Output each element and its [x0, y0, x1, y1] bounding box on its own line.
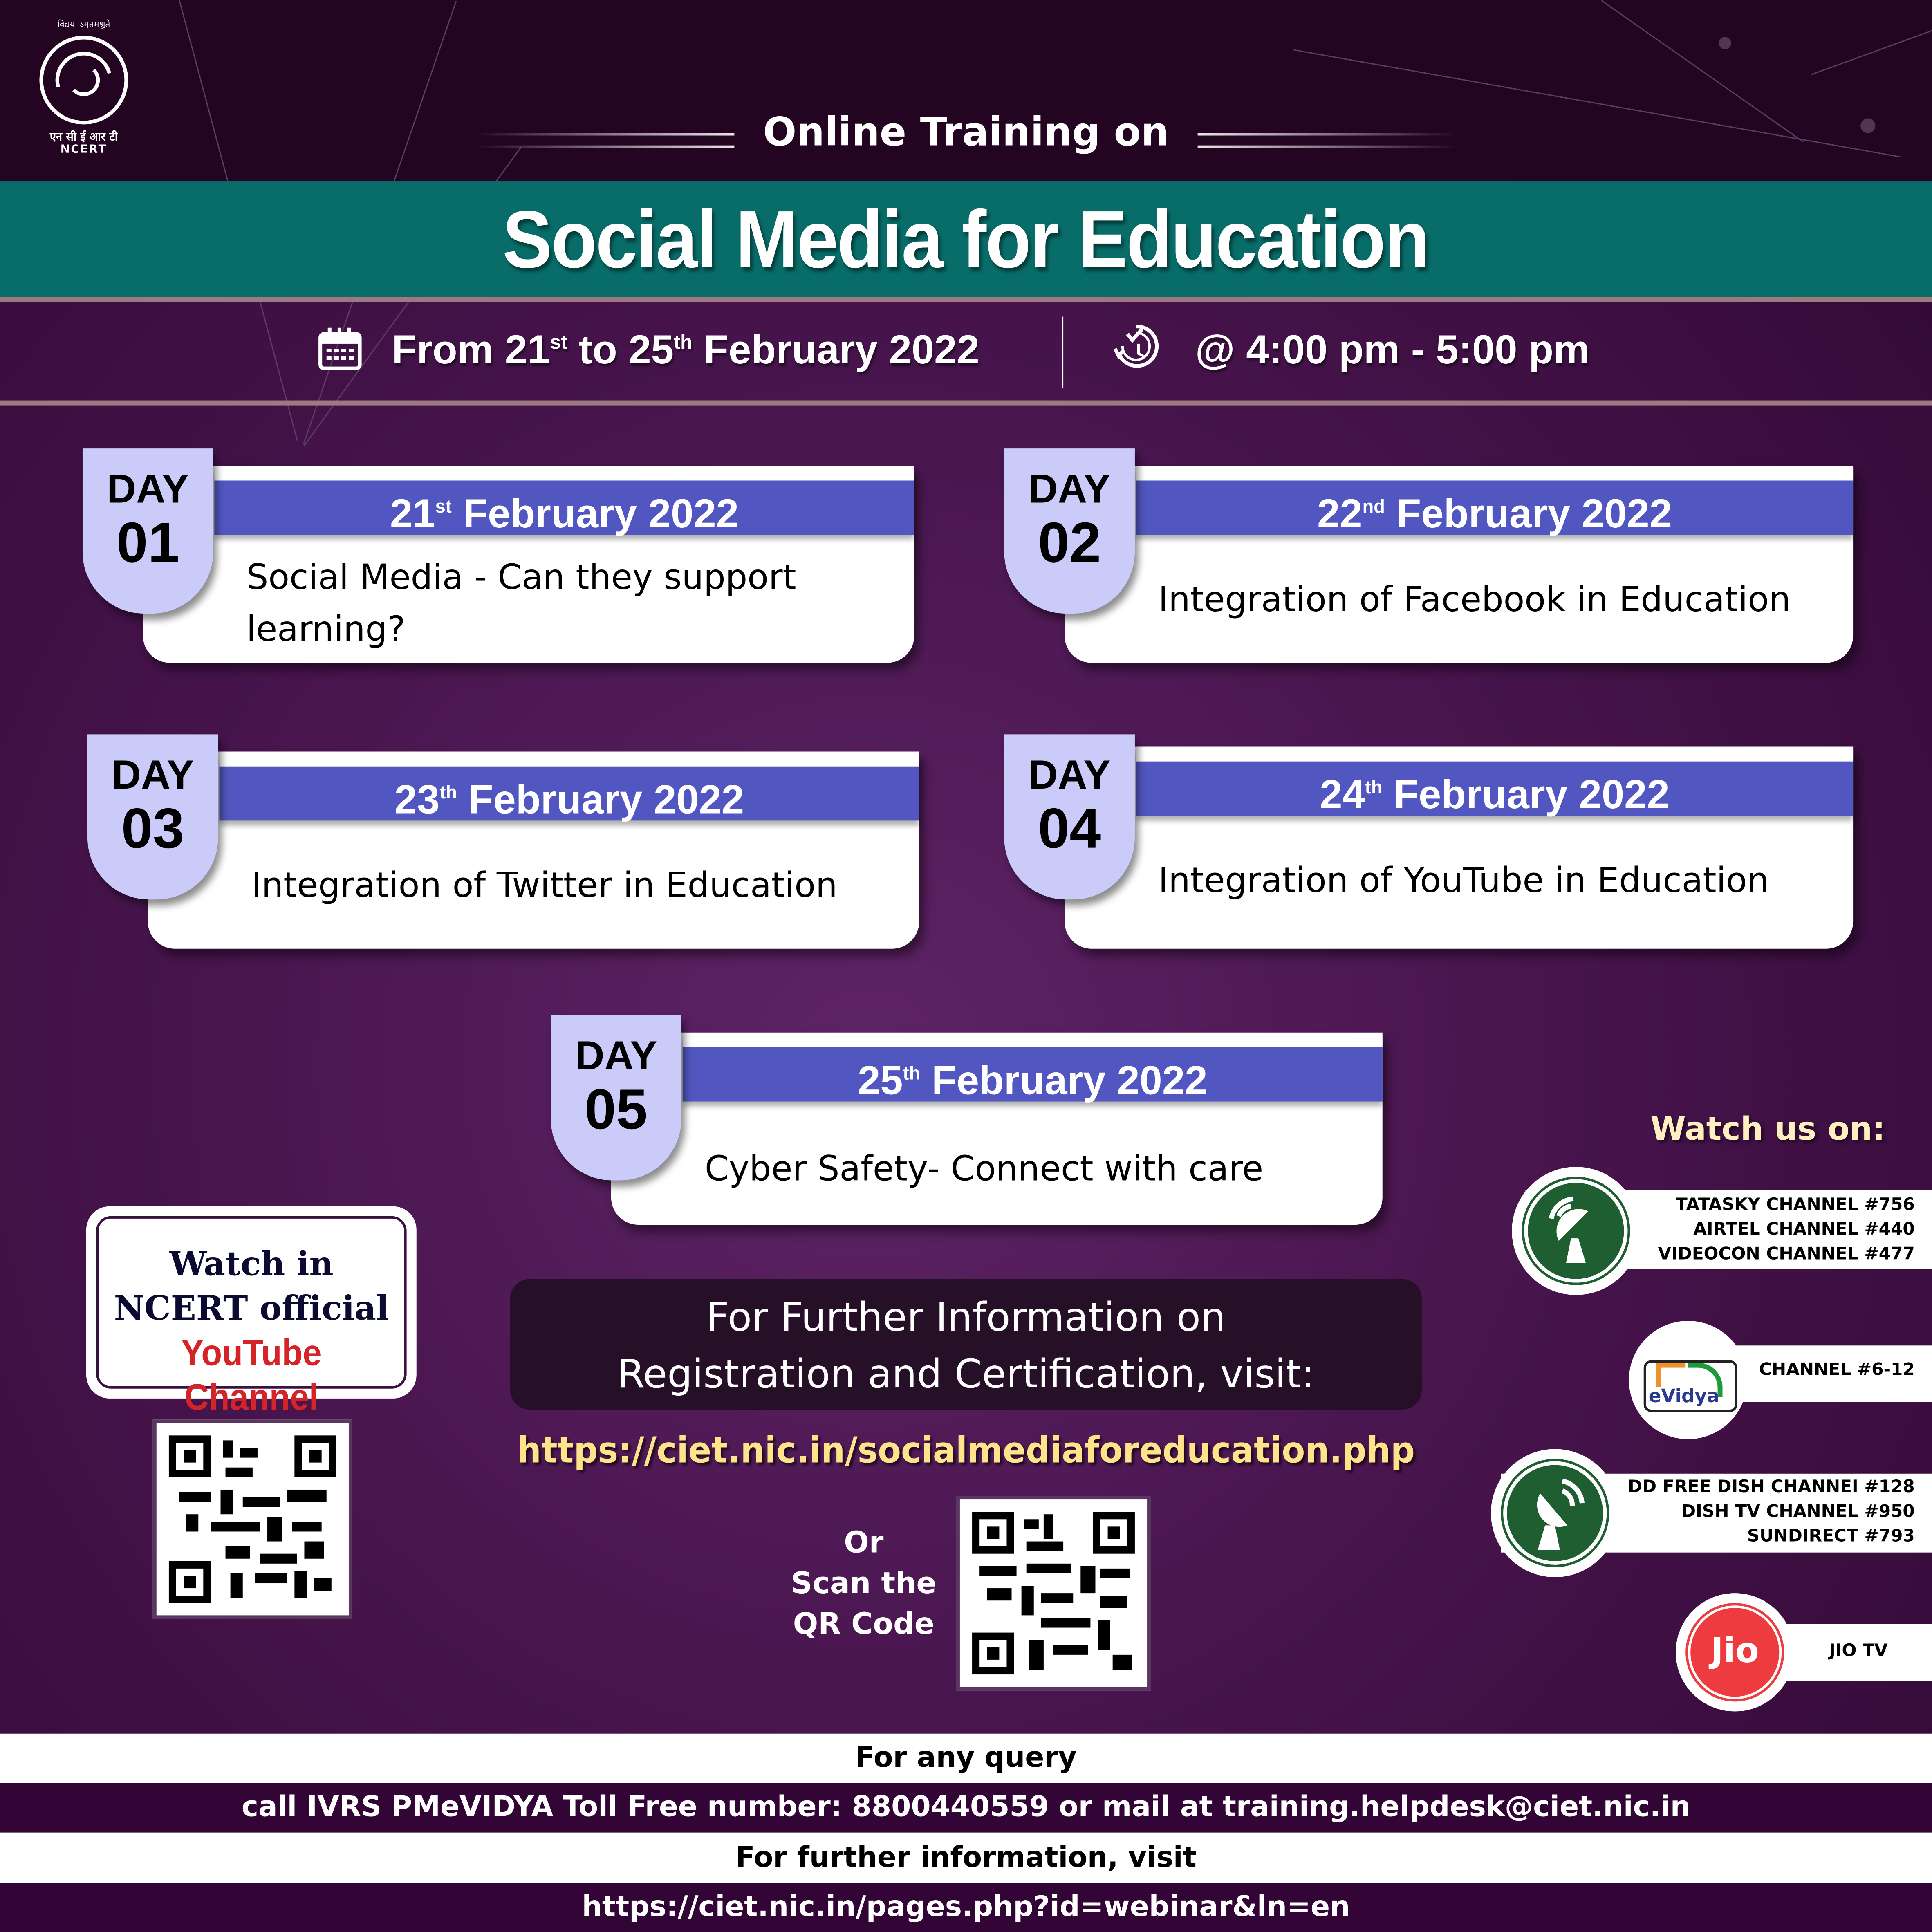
network-node [1719, 37, 1731, 49]
decorative-rule [1197, 132, 1456, 147]
day-topic: Cyber Safety- Connect with care [705, 1148, 1264, 1189]
satellite-dish-icon [1491, 1449, 1619, 1577]
day-topic: Integration of Facebook in Education [1158, 579, 1791, 620]
registration-url-link[interactable]: https://ciet.nic.in/socialmediaforeducation.php [517, 1429, 1415, 1471]
page-title: Social Media for Education [502, 193, 1430, 285]
subtitle: Online Training on [763, 108, 1169, 155]
footer-contact[interactable]: call IVRS PMeVIDYA Toll Free number: 8800440559 or mail at training.helpdesk@ciet.nic.in [0, 1783, 1932, 1833]
subtitle-row [0, 108, 1932, 155]
time-range: @ 4:00 pm - 5:00 pm [1195, 326, 1590, 372]
info-line-2: Registration and Certification, visit: [617, 1350, 1315, 1397]
day-topic: Integration of Twitter in Education [251, 865, 838, 906]
poster: विद्यया ऽमृतमश्नुते एन सी ई आर टी NCERT Online Training on Social Media for Education From 21st to 25th February 2022 @ 4:00 pm - 5:00 pm 21st February 2022 Social Media - Can they support learning? DAY 01 22nd February 2022 Integration of Facebook in Education DAY 02 23th February 2022 Integration of Twitter in Education DAY 03 24th February 2022 Integration of YouTube in Education DAY 04 25th February 2022 Cyber Safety- Connect with care DAY 05 Watch in NCERT official YouTube Channel For Further Information on Registration and Certification, visit: https://ciet.nic.in/socialmediaforeducation.php Or Scan the QR Code Watch us on: TATASKY CHANNEL #756 AIRTEL CHANNEL #440 VIDEOCON CHANNEL #477 CHANNEL #6-12 eVidya DD FREE DISH CHANNEI #128 DISH TV CHANNEL #950 SUNDIRECT #793 JIO TV Jio For any query call IVRS PMeVIDYA Toll Free number: 8800440559 or mail at training.helpdesk@ciet.nic.in For further information, visit https://ciet.nic.in/pages.php?id=webinar&ln=en [0, 0, 1932, 1932]
logo-english-name: NCERT [60, 144, 108, 157]
day-topic: Integration of YouTube in Education [1158, 860, 1769, 901]
watch-us-heading: Watch us on: [1650, 1111, 1885, 1149]
schedule-row [0, 302, 1932, 405]
jio-logo: Jio [1676, 1593, 1794, 1711]
registration-info-box [510, 1279, 1422, 1410]
day-tag: DAY 02 [1004, 448, 1134, 614]
day-date: 21st February 2022 [390, 490, 739, 536]
day-tag: DAY 04 [1004, 734, 1134, 899]
day-tag: DAY 03 [87, 734, 218, 899]
logo-motto: विद्यया ऽमृतमश्नुते [57, 20, 110, 30]
date-range: From 21st to 25th February 2022 [392, 326, 979, 372]
channel-list: TATASKY CHANNEL #756 AIRTEL CHANNEL #440 VIDEOCON CHANNEL #477 [1658, 1195, 1915, 1264]
divider [1062, 317, 1063, 388]
day-topic: Social Media - Can they support learning? [246, 557, 796, 650]
logo-hindi-name: एन सी ई आर टी [49, 132, 118, 144]
channel-list: JIO TV [1829, 1641, 1888, 1661]
day-tag: DAY 01 [83, 448, 213, 614]
decorative-rule [476, 132, 735, 147]
youtube-channel-link[interactable] [90, 1210, 413, 1419]
youtube-line-3: YouTube Channel [181, 1333, 322, 1419]
registration-qr-code[interactable] [956, 1496, 1151, 1690]
youtube-line-1: Watch in [169, 1246, 334, 1284]
youtube-line-2: NCERT official [114, 1290, 389, 1329]
satellite-dish-icon [1512, 1167, 1640, 1295]
calendar-icon [318, 327, 363, 371]
scan-qr-label: Or Scan the QR Code [791, 1525, 937, 1641]
title-band [0, 181, 1932, 302]
clock-icon [1112, 322, 1161, 371]
channel-list: CHANNEL #6-12 [1759, 1360, 1915, 1380]
info-line-1: For Further Information on [706, 1293, 1226, 1341]
footer [0, 1734, 1932, 1932]
channel-list: DD FREE DISH CHANNEI #128 DISH TV CHANNEL #950 SUNDIRECT #793 [1628, 1477, 1915, 1546]
day-tag: DAY 05 [551, 1015, 681, 1181]
footer-further-label: For further information, visit [0, 1833, 1932, 1883]
footer-url-link[interactable]: https://ciet.nic.in/pages.php?id=webinar&ln=en [0, 1883, 1932, 1932]
evidya-logo: eVidya [1629, 1321, 1747, 1439]
footer-query-label: For any query [0, 1734, 1932, 1783]
